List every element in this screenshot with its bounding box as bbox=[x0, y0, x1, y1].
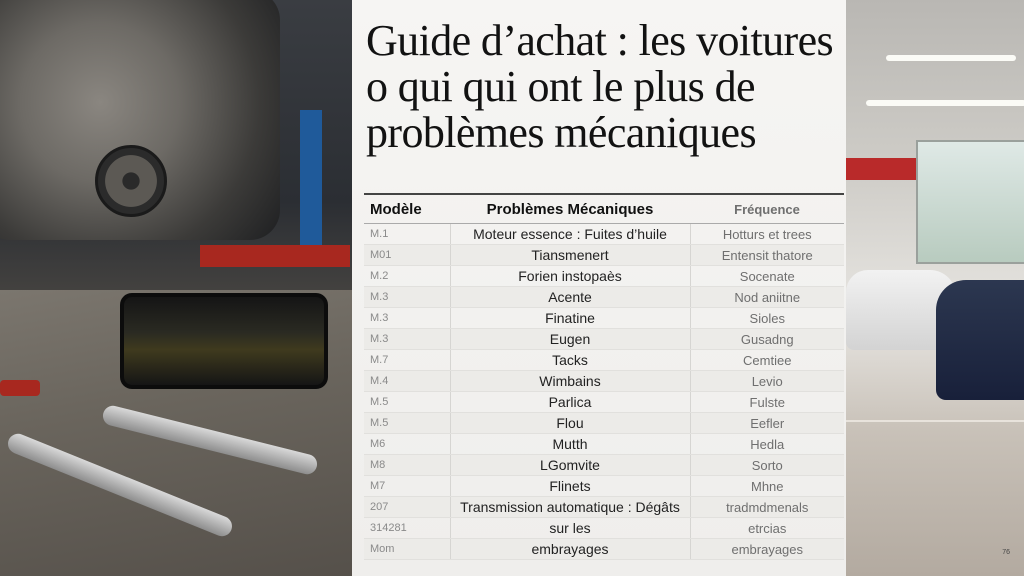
title-line-3: problèmes mécaniques bbox=[366, 108, 756, 157]
cell-frequency: etrcias bbox=[690, 518, 844, 539]
cell-model: M.1 bbox=[364, 224, 450, 245]
cell-problem: Mutth bbox=[450, 434, 690, 455]
cell-problem: Flinets bbox=[450, 476, 690, 497]
cell-problem: Forien instopaès bbox=[450, 266, 690, 287]
cell-problem: Flou bbox=[450, 413, 690, 434]
table-row bbox=[364, 392, 844, 413]
title-line-2: o qui qui ont le plus de bbox=[366, 62, 755, 111]
pulley-image bbox=[95, 145, 167, 217]
cell-model: M.3 bbox=[364, 287, 450, 308]
table-row bbox=[364, 539, 844, 560]
cell-problem: Eugen bbox=[450, 329, 690, 350]
dark-car bbox=[936, 280, 1024, 400]
cell-frequency: Mhne bbox=[690, 476, 844, 497]
column-header-problems: Problèmes Mécaniques bbox=[450, 194, 690, 224]
cell-frequency: Sioles bbox=[690, 308, 844, 329]
table-row bbox=[364, 224, 844, 245]
table-header-row bbox=[364, 194, 844, 224]
table-row bbox=[364, 350, 844, 371]
showroom-photo bbox=[846, 0, 1024, 576]
cell-model: M6 bbox=[364, 434, 450, 455]
lift-pillar bbox=[300, 110, 322, 260]
table-row bbox=[364, 413, 844, 434]
table-row bbox=[364, 497, 844, 518]
cell-model: M.3 bbox=[364, 329, 450, 350]
table-row bbox=[364, 371, 844, 392]
cell-frequency: tradmdmenals bbox=[690, 497, 844, 518]
cell-frequency: Fulste bbox=[690, 392, 844, 413]
table-row bbox=[364, 329, 844, 350]
cell-problem: LGomvite bbox=[450, 455, 690, 476]
table-body bbox=[364, 224, 844, 560]
cell-model: M.4 bbox=[364, 371, 450, 392]
cell-model: M.7 bbox=[364, 350, 450, 371]
table-row bbox=[364, 245, 844, 266]
showroom-window bbox=[916, 140, 1024, 264]
cell-frequency: Eefler bbox=[690, 413, 844, 434]
cell-frequency: Nod aniitne bbox=[690, 287, 844, 308]
cell-frequency: Cemtiee bbox=[690, 350, 844, 371]
cell-model: Mom bbox=[364, 539, 450, 560]
cell-frequency: Hedla bbox=[690, 434, 844, 455]
table-row bbox=[364, 308, 844, 329]
cell-problem: Acente bbox=[450, 287, 690, 308]
cell-problem: Transmission automatique : Dégâts bbox=[450, 497, 690, 518]
page-number: 76 bbox=[1002, 549, 1010, 556]
table-row bbox=[364, 266, 844, 287]
cell-frequency: Sorto bbox=[690, 455, 844, 476]
cell-frequency: Levio bbox=[690, 371, 844, 392]
cell-model: M.5 bbox=[364, 413, 450, 434]
table-row bbox=[364, 476, 844, 497]
lift-arm bbox=[200, 245, 350, 267]
cell-frequency: Hotturs et trees bbox=[690, 224, 844, 245]
cell-model: M.3 bbox=[364, 308, 450, 329]
cell-frequency: embrayages bbox=[690, 539, 844, 560]
cell-problem: Moteur essence : Fuites d’huile bbox=[450, 224, 690, 245]
column-header-model: Modèle bbox=[364, 194, 450, 224]
cell-problem: Tacks bbox=[450, 350, 690, 371]
table-row bbox=[364, 518, 844, 539]
cell-problem: Finatine bbox=[450, 308, 690, 329]
cell-problem: embrayages bbox=[450, 539, 690, 560]
column-header-frequency: Fréquence bbox=[690, 194, 844, 224]
cell-model: M01 bbox=[364, 245, 450, 266]
table-row bbox=[364, 434, 844, 455]
title-line-1: Guide d’achat : les voitures bbox=[366, 16, 834, 65]
cell-frequency: Gusadng bbox=[690, 329, 844, 350]
cell-problem: Wimbains bbox=[450, 371, 690, 392]
cell-model: 314281 bbox=[364, 518, 450, 539]
cell-frequency: Socenate bbox=[690, 266, 844, 287]
dealer-sign bbox=[846, 158, 926, 180]
cell-problem: Tiansmenert bbox=[450, 245, 690, 266]
cell-frequency: Entensit thatore bbox=[690, 245, 844, 266]
ceiling-light bbox=[886, 55, 1016, 61]
content-panel bbox=[352, 0, 846, 576]
cell-model: 207 bbox=[364, 497, 450, 518]
screwdriver-icon bbox=[0, 380, 40, 396]
table-row bbox=[364, 287, 844, 308]
garage-photo bbox=[0, 0, 352, 576]
cell-problem: sur les bbox=[450, 518, 690, 539]
oil-tray bbox=[120, 293, 328, 389]
cell-model: M8 bbox=[364, 455, 450, 476]
ceiling-light bbox=[866, 100, 1024, 106]
cell-problem: Parlica bbox=[450, 392, 690, 413]
table-row bbox=[364, 455, 844, 476]
problems-table bbox=[364, 193, 838, 560]
cell-model: M.5 bbox=[364, 392, 450, 413]
page-title bbox=[366, 18, 838, 156]
cell-model: M.2 bbox=[364, 266, 450, 287]
floor-marking bbox=[846, 420, 1024, 422]
cell-model: M7 bbox=[364, 476, 450, 497]
